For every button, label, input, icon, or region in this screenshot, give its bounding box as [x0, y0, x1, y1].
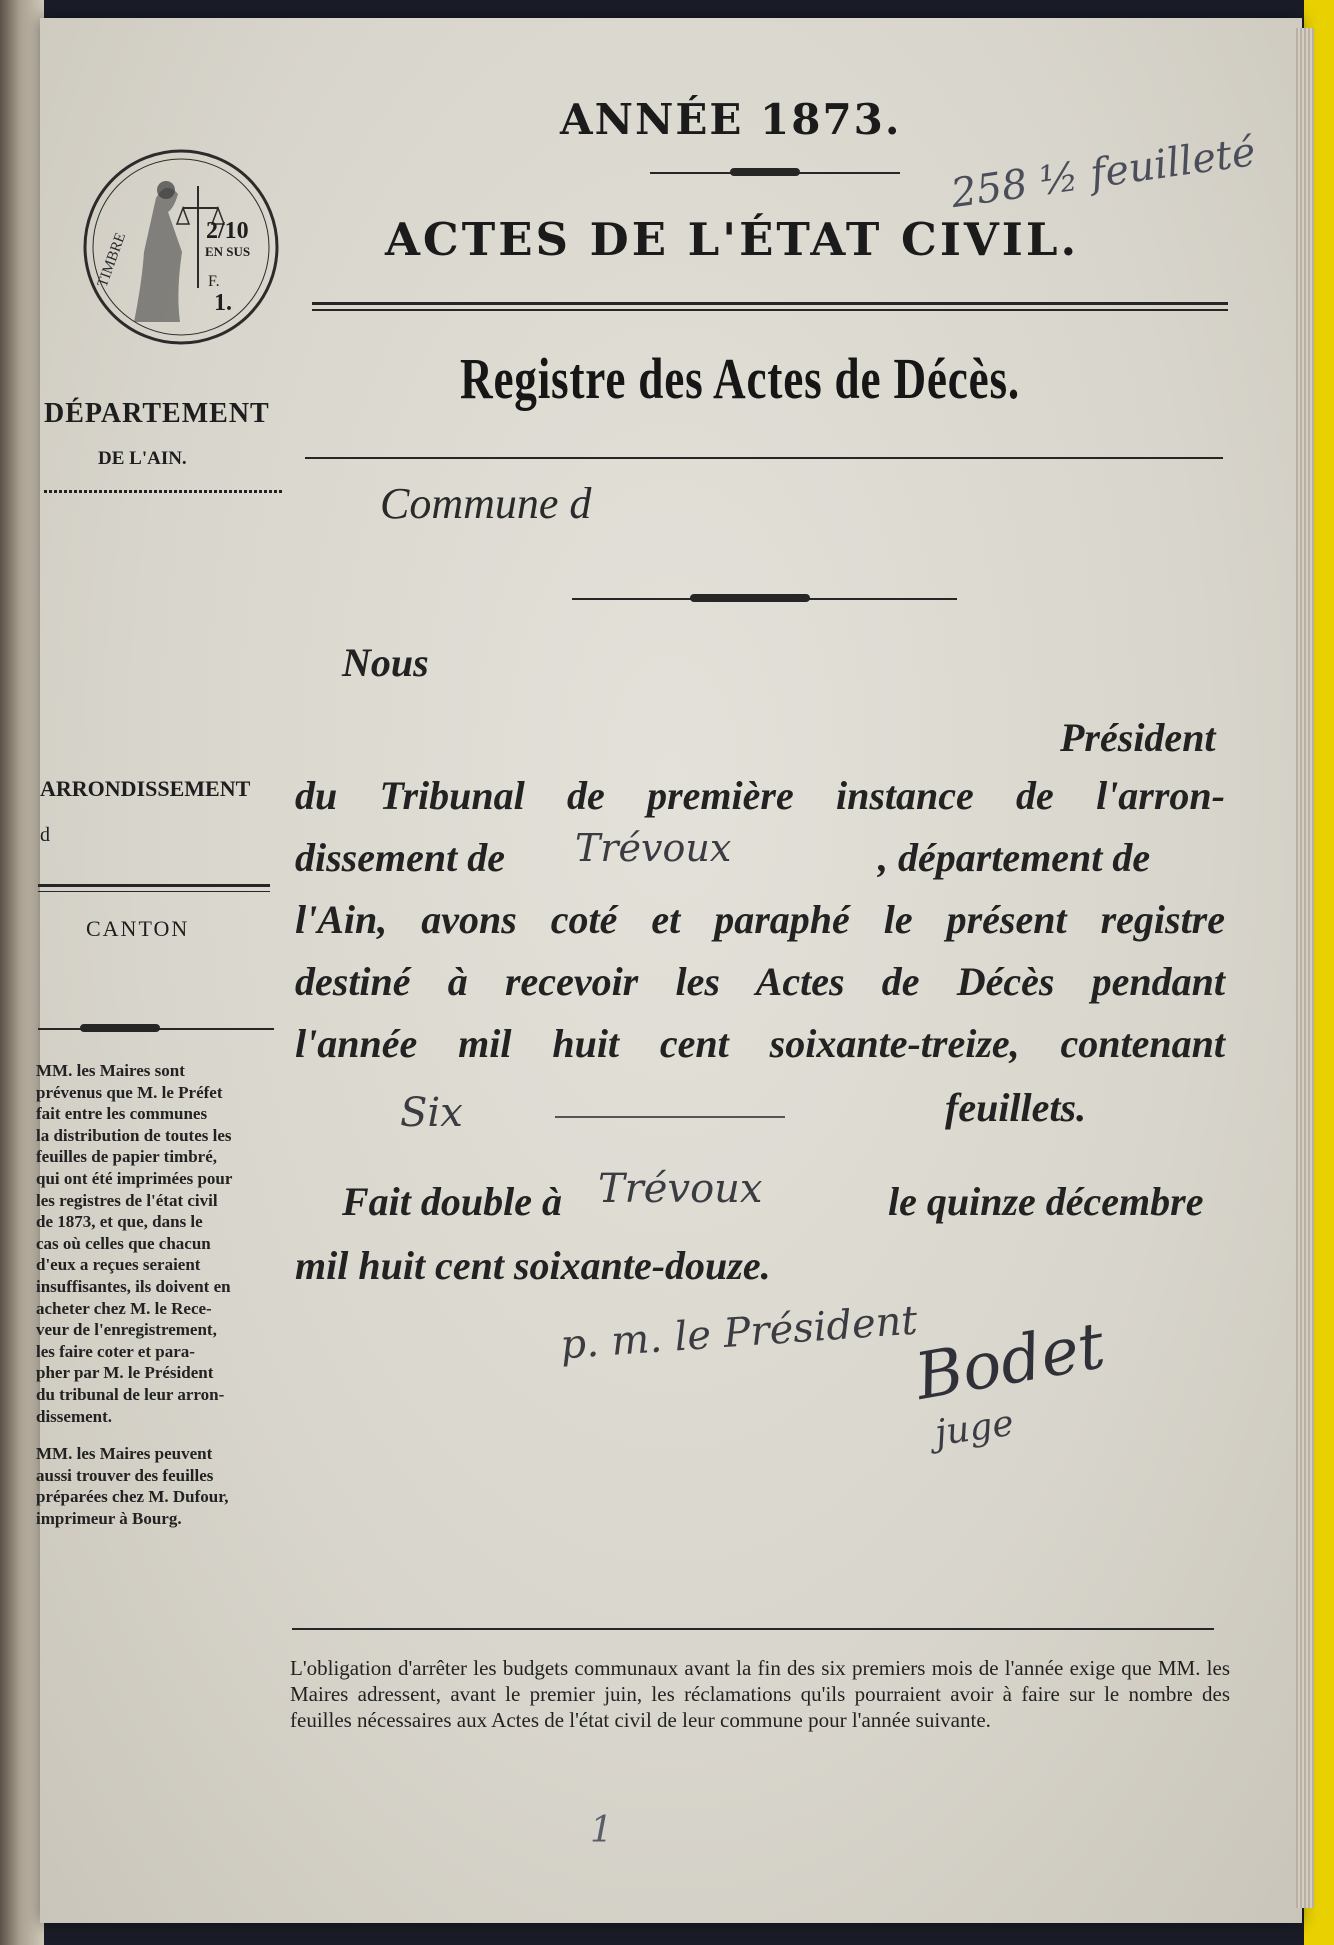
notice-line: pher par M. le Président — [36, 1363, 214, 1383]
notice-line: les registres de l'état civil — [36, 1190, 218, 1210]
handwritten-page-number: 1 — [590, 1810, 613, 1851]
canton-label: CANTON — [86, 916, 190, 941]
acts-title: ACTES DE L'ÉTAT CIVIL. — [385, 213, 1080, 266]
canton-divider-swell — [80, 1024, 160, 1032]
notice-line: cas où celles que chacun — [36, 1233, 211, 1253]
notice2-line: aussi trouver des feuilles — [36, 1465, 214, 1485]
notice-line: du tribunal de leur arron- — [36, 1384, 225, 1404]
notice-line: qui ont été imprimées pour — [36, 1168, 233, 1188]
stamp-franc-number: 1. — [214, 290, 232, 316]
handwritten-signature-role: juge — [932, 1402, 1017, 1455]
notice-line: acheter chez M. le Rece- — [36, 1298, 212, 1318]
handwritten-place: Trévoux — [598, 1166, 763, 1212]
title-underline — [305, 457, 1223, 459]
notice-line: de 1873, et que, dans le — [36, 1212, 203, 1232]
year-title: ANNÉE 1873. — [560, 95, 902, 144]
handwritten-signature-line: p. m. le Président — [558, 1297, 919, 1369]
body-line-1: du Tribunal de première instance de l'arron- — [295, 773, 1225, 818]
president-label: Président — [1060, 715, 1216, 760]
register-title: Registre des Actes de Décès. — [460, 346, 1020, 411]
body-line-5: l'année mil huit cent soixante-treize, contenant — [295, 1021, 1225, 1066]
prefect-notice — [36, 1060, 286, 1529]
notice-line: prévenus que M. le Préfet — [36, 1082, 223, 1102]
departement-label: DÉPARTEMENT — [44, 398, 270, 429]
budget-notice: L'obligation d'arrêter les budgets communaux avant la fin des six premiers mois de l'année exige que MM. les Maires adressent, avant le premier juin, les réclamations qu'ils pourraient avoir à faire sur le nombre des feuilles nécessaires aux Actes de l'état civil de leur commune pour l'année suivante. — [290, 1656, 1230, 1732]
arrondissement-divider-2 — [38, 891, 270, 892]
stamp-word: TIMBRE — [94, 230, 130, 290]
year-label: mil huit cent soixante-douze. — [295, 1243, 771, 1288]
commune-ornament-center — [690, 594, 810, 602]
handwritten-folio-note: 258 ½ feuilleté — [948, 128, 1259, 218]
body-line-2b: , département de — [878, 835, 1151, 880]
date-label: le quinze décembre — [888, 1179, 1204, 1224]
notice-line: fait entre les communes — [36, 1104, 208, 1124]
notice-line: feuilles de papier timbré, — [36, 1147, 217, 1167]
body-line-2a: dissement de — [295, 835, 505, 880]
handwritten-arrondissement: Trévoux — [575, 826, 732, 870]
notice-line: insuffisantes, ils doivent en — [36, 1276, 231, 1296]
handwritten-signature: Bodet — [910, 1309, 1111, 1415]
stamp-franc: F. — [208, 273, 220, 290]
footer-rule — [292, 1628, 1214, 1630]
notice-line: la distribution de toutes les — [36, 1125, 232, 1145]
departement-name: DE L'AIN. — [98, 448, 187, 469]
commune-label: Commune d — [380, 479, 592, 528]
double-rule-bottom — [312, 309, 1228, 311]
body-line-3: l'Ain, avons coté et paraphé le présent registre — [295, 897, 1225, 942]
body-line-4: destiné à recevoir les Actes de Décès pendant — [295, 959, 1225, 1004]
arrondissement-suffix: d — [40, 824, 50, 846]
departement-divider — [44, 490, 282, 493]
stamp-price: 2/10 — [206, 218, 249, 244]
tax-stamp — [78, 138, 284, 356]
leaf-count-line — [555, 1116, 785, 1118]
notice2-line: préparées chez M. Dufour, — [36, 1487, 229, 1507]
fait-double-label: Fait double à — [342, 1179, 563, 1224]
notice-line: les faire coter et para- — [36, 1341, 195, 1361]
double-rule-top — [312, 302, 1228, 305]
notice2-line: imprimeur à Bourg. — [36, 1508, 182, 1528]
ornament-rule-1-center — [730, 168, 800, 176]
stamp-en-sus: EN SUS — [205, 244, 251, 259]
notice2-line: MM. les Maires peuvent — [36, 1444, 213, 1464]
nous-label: Nous — [342, 640, 429, 685]
notice-line: dissement. — [36, 1406, 113, 1426]
handwritten-leaf-count: Six — [400, 1090, 463, 1136]
feuillets-label: feuillets. — [945, 1085, 1087, 1130]
notice-line: veur de l'enregistrement, — [36, 1320, 217, 1340]
page-edges — [1296, 28, 1314, 1908]
notice-line: MM. les Maires sont — [36, 1061, 185, 1080]
notice-line: d'eux a reçues seraient — [36, 1255, 201, 1275]
arrondissement-divider-1 — [38, 884, 270, 887]
arrondissement-label: ARRONDISSEMENT — [40, 776, 251, 801]
binding-spine — [0, 0, 44, 1945]
